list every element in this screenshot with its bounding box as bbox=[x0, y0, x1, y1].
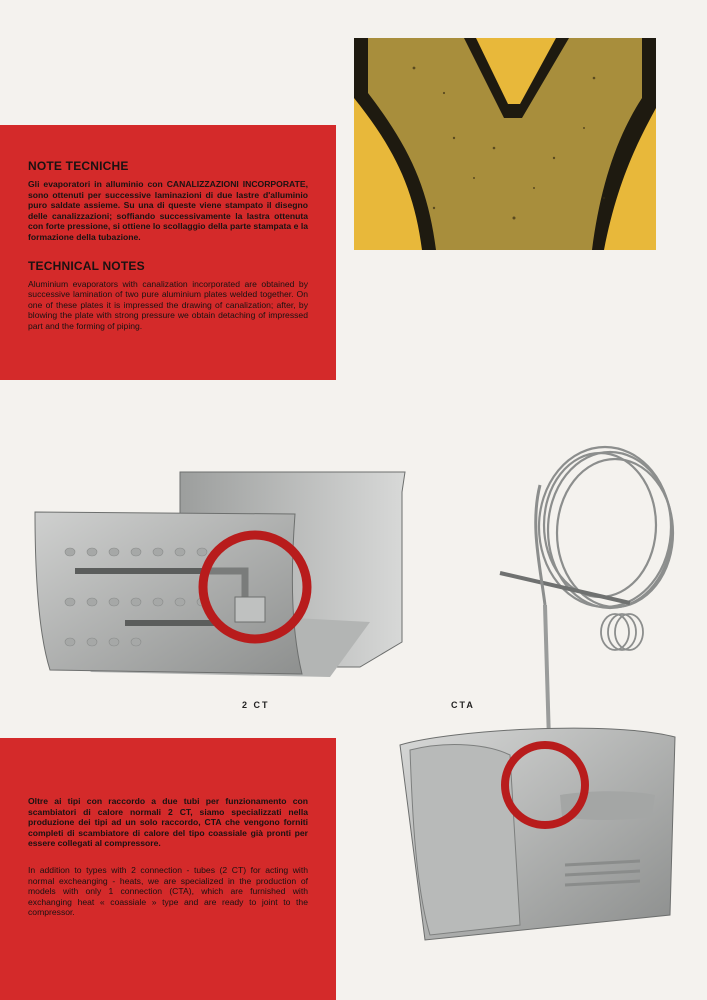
caption-2ct: 2 CT bbox=[242, 700, 270, 710]
paragraph-en: Aluminium evaporators with canalization incorporated are obtained by successive lamination of two pure aluminium plates welded together. On one of these plates it is impressed the drawing of canalization; after, by blowing the plate with strong pressure we obtain detaching of impressed part and the forming of piping. bbox=[28, 278, 308, 331]
technical-notes-panel bbox=[0, 125, 336, 380]
bottom-paragraph-en: In addition to types with 2 connection - tubes (2 CT) for acting with normal excheanging - heats, we are specialized in the production of models with only 1 connection (CTA), which are furnished with exchanging heat « coassiale » type and are ready to joint to the compressor. bbox=[28, 864, 308, 918]
product-notes-panel bbox=[0, 738, 336, 1000]
caption-cta: CTA bbox=[451, 700, 475, 710]
evaporator-cta-photo bbox=[390, 445, 700, 950]
paragraph-it: Gli evaporatori in alluminio con CANALIZZAZIONI INCORPORATE, sono ottenuti per successive laminazioni di due lastre d'alluminio puro saldate assieme. Su una di queste viene stampato il disegno delle canalizzazioni; soffiando successivamente la lastra ottenuta con forte pressione, si ottiene lo scollaggio della parte stampata e la formazione della tubazione. bbox=[28, 179, 308, 242]
heading-en: TECHNICAL NOTES bbox=[28, 258, 145, 273]
evaporator-2ct-photo bbox=[30, 462, 420, 692]
bottom-paragraph-it: Oltre ai tipi con raccordo a due tubi per funzionamento con scambiatori di calore normali 2 CT, siamo specializzati nella produzione dei tipi ad un solo raccordo, CTA che vengono forniti completi di scambiatore di calore del tipo coassiale già pronti per essere collegati al compressore. bbox=[28, 796, 308, 849]
heading-it: NOTE TECNICHE bbox=[28, 159, 129, 173]
macro-photo bbox=[354, 38, 656, 250]
